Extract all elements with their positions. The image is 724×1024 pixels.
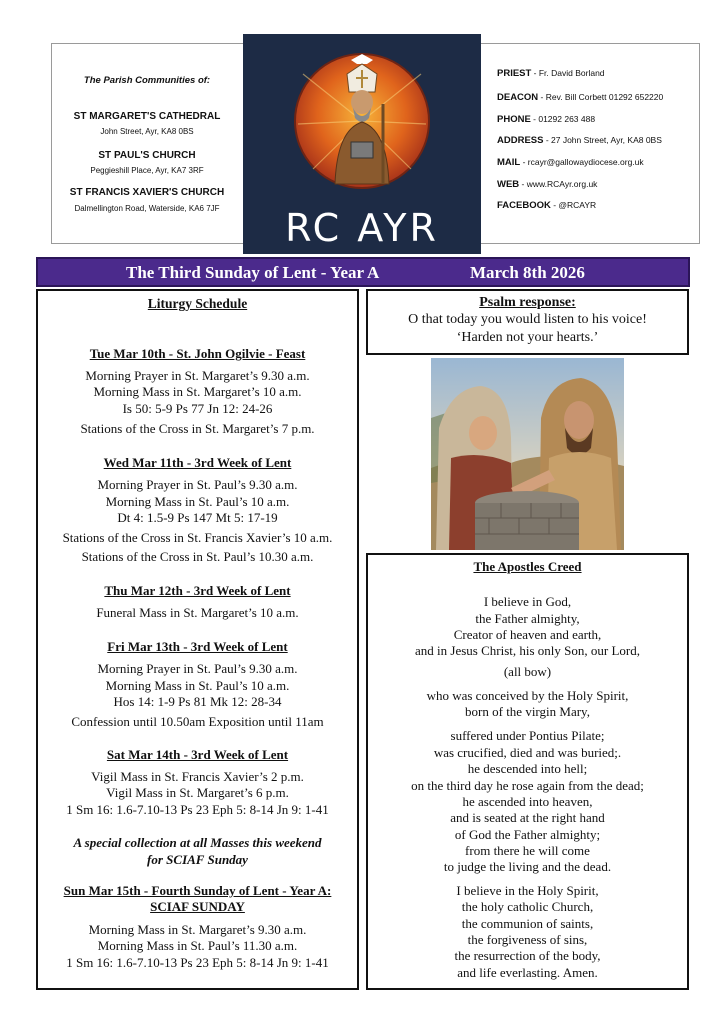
schedule-line: Stations of the Cross in St. Francis Xavier’s 10 a.m.	[62, 530, 333, 545]
contact-label: PHONE	[497, 114, 531, 125]
creed-line: (all bow)	[503, 664, 552, 679]
apostles-creed	[366, 553, 689, 990]
contact-phone	[497, 114, 595, 125]
contact-value: - Rev. Bill Corbett 01292 652220	[538, 92, 664, 102]
creed-line: I believe in God,	[483, 594, 572, 609]
contact-value: - Fr. David Borland	[531, 68, 605, 78]
creed-line: he descended into hell;	[467, 761, 588, 776]
day-title: Thu Mar 12th - 3rd Week of Lent	[104, 583, 291, 598]
schedule-line: Funeral Mass in St. Margaret’s 10 a.m.	[96, 605, 299, 620]
creed-line: the resurrection of the body,	[454, 948, 601, 963]
schedule-line: Confession until 10.50am Exposition until 11am	[71, 714, 324, 729]
schedule-line: Vigil Mass in St. Francis Xavier’s 2 p.m.	[91, 769, 304, 784]
contact-facebook	[497, 200, 596, 211]
psalm-line: ‘Harden not your hearts.’	[456, 330, 599, 345]
contact-label: FACEBOOK	[497, 200, 551, 211]
contact-label: ADDRESS	[497, 135, 544, 146]
creed-line: of God the Father almighty;	[454, 827, 601, 842]
schedule-line: Morning Prayer in St. Margaret’s 9.30 a.m.	[85, 368, 310, 383]
creed-line: he ascended into heaven,	[462, 794, 593, 809]
readings-line: 1 Sm 16: 1.6-7.10-13 Ps 23 Eph 5: 8-14 Jn 9: 1-41	[66, 802, 329, 817]
readings-line: Is 50: 5-9 Ps 77 Jn 12: 24-26	[122, 401, 273, 416]
readings-line: Dt 4: 1.5-9 Ps 147 Mt 5: 17-19	[117, 510, 278, 525]
woman-at-the-well-painting	[431, 358, 624, 550]
painting-image	[431, 358, 624, 550]
day-title: Tue Mar 10th - St. John Ogilvie - Feast	[89, 346, 306, 361]
church-name: ST MARGARET'S CATHEDRAL	[73, 111, 221, 122]
creed-line: was crucified, died and was buried;.	[433, 745, 622, 760]
schedule-line: Morning Mass in St. Paul’s 11.30 a.m.	[97, 938, 298, 953]
contact-address	[497, 135, 662, 146]
creed-line: to judge the living and the dead.	[443, 859, 612, 874]
contact-deacon	[497, 92, 663, 103]
day-title: Wed Mar 11th - 3rd Week of Lent	[103, 455, 292, 470]
contact-mail	[497, 157, 644, 168]
contact-label: DEACON	[497, 92, 539, 103]
contact-priest	[497, 68, 605, 79]
creed-line: the forgiveness of sins,	[467, 932, 588, 947]
schedule-line: Morning Mass in St. Margaret’s 10 a.m.	[93, 384, 302, 399]
readings-line: Hos 14: 1-9 Ps 81 Mk 12: 28-34	[113, 694, 282, 709]
creed-line: the holy catholic Church,	[461, 899, 594, 914]
creed-line: the communion of saints,	[461, 916, 594, 931]
church-name: ST FRANCIS XAVIER'S CHURCH	[69, 187, 225, 198]
liturgy-schedule	[36, 289, 359, 990]
schedule-line: Stations of the Cross in St. Margaret’s 7 p.m.	[80, 421, 315, 436]
logo-text: RC AYR	[285, 206, 439, 250]
parish-communities	[52, 44, 242, 243]
sunday-title: The Third Sunday of Lent - Year A	[126, 263, 380, 282]
title-bar	[36, 257, 690, 287]
schedule-line: Morning Mass in St. Margaret’s 9.30 a.m.	[88, 922, 307, 937]
contact-label: WEB	[497, 179, 520, 190]
creed-line: and in Jesus Christ, his only Son, our Lord,	[415, 643, 640, 658]
contact-value: - 27 John Street, Ayr, KA8 0BS	[543, 135, 662, 145]
contact-value: - @RCAYR	[550, 200, 597, 210]
schedule-line: Morning Prayer in St. Paul’s 9.30 a.m.	[97, 477, 298, 492]
day-title: SCIAF SUNDAY	[150, 899, 245, 914]
creed-line: I believe in the Holy Spirit,	[456, 883, 599, 898]
creed-heading: The Apostles Creed	[473, 559, 582, 574]
contact-web	[497, 179, 597, 190]
creed-line: from there he will come	[465, 843, 590, 858]
creed-line: Creator of heaven and earth,	[453, 627, 602, 642]
psalm-heading: Psalm response:	[479, 295, 576, 310]
readings-line: 1 Sm 16: 1.6-7.10-13 Ps 23 Eph 5: 8-14 Jn 9: 1-41	[66, 955, 329, 970]
creed-line: the Father almighty,	[475, 611, 580, 626]
psalm-line: O that today you would listen to his voice!	[408, 312, 647, 327]
contact-value: - 01292 263 488	[530, 114, 596, 124]
day-title: Sat Mar 14th - 3rd Week of Lent	[106, 747, 289, 762]
schedule-line: Vigil Mass in St. Margaret’s 6 p.m.	[106, 785, 289, 800]
schedule-line: Stations of the Cross in St. Paul’s 10.30 a.m.	[81, 549, 314, 564]
creed-line: who was conceived by the Holy Spirit,	[426, 688, 629, 703]
church-name: ST PAUL'S CHURCH	[98, 150, 196, 161]
church-address: Peggieshill Place, Ayr, KA7 3RF	[90, 166, 204, 175]
psalm-response	[366, 289, 689, 355]
schedule-line: Morning Mass in St. Paul’s 10 a.m.	[105, 678, 290, 693]
contact-label: MAIL	[497, 157, 521, 168]
creed-line: born of the virgin Mary,	[465, 704, 590, 719]
day-title: Sun Mar 15th - Fourth Sunday of Lent - Year A:	[63, 883, 332, 898]
liturgy-heading: Liturgy Schedule	[147, 296, 248, 311]
schedule-line: Morning Prayer in St. Paul’s 9.30 a.m.	[97, 661, 298, 676]
sunday-date: March 8th 2026	[470, 263, 585, 282]
church-address: John Street, Ayr, KA8 0BS	[100, 127, 194, 136]
special-collection-note: for SCIAF Sunday	[147, 852, 248, 867]
saint-emblem-icon	[243, 34, 481, 204]
parish-intro: The Parish Communities of:	[83, 75, 211, 86]
creed-line: suffered under Pontius Pilate;	[450, 728, 605, 743]
contact-label: PRIEST	[497, 68, 532, 79]
schedule-line: Morning Mass in St. Paul’s 10 a.m.	[105, 494, 290, 509]
creed-line: on the third day he rose again from the dead;	[411, 778, 644, 793]
creed-line: and life everlasting. Amen.	[457, 965, 598, 980]
contact-value: - www.RCAyr.org.uk	[519, 179, 598, 189]
rc-ayr-logo	[243, 34, 481, 254]
contact-value: - rcayr@gallowaydiocese.org.uk	[520, 157, 644, 167]
creed-line: and is seated at the right hand	[450, 810, 605, 825]
church-address: Dalmellington Road, Waterside, KA6 7JF	[74, 204, 220, 213]
day-title: Fri Mar 13th - 3rd Week of Lent	[107, 639, 288, 654]
special-collection-note: A special collection at all Masses this weekend	[73, 835, 322, 850]
